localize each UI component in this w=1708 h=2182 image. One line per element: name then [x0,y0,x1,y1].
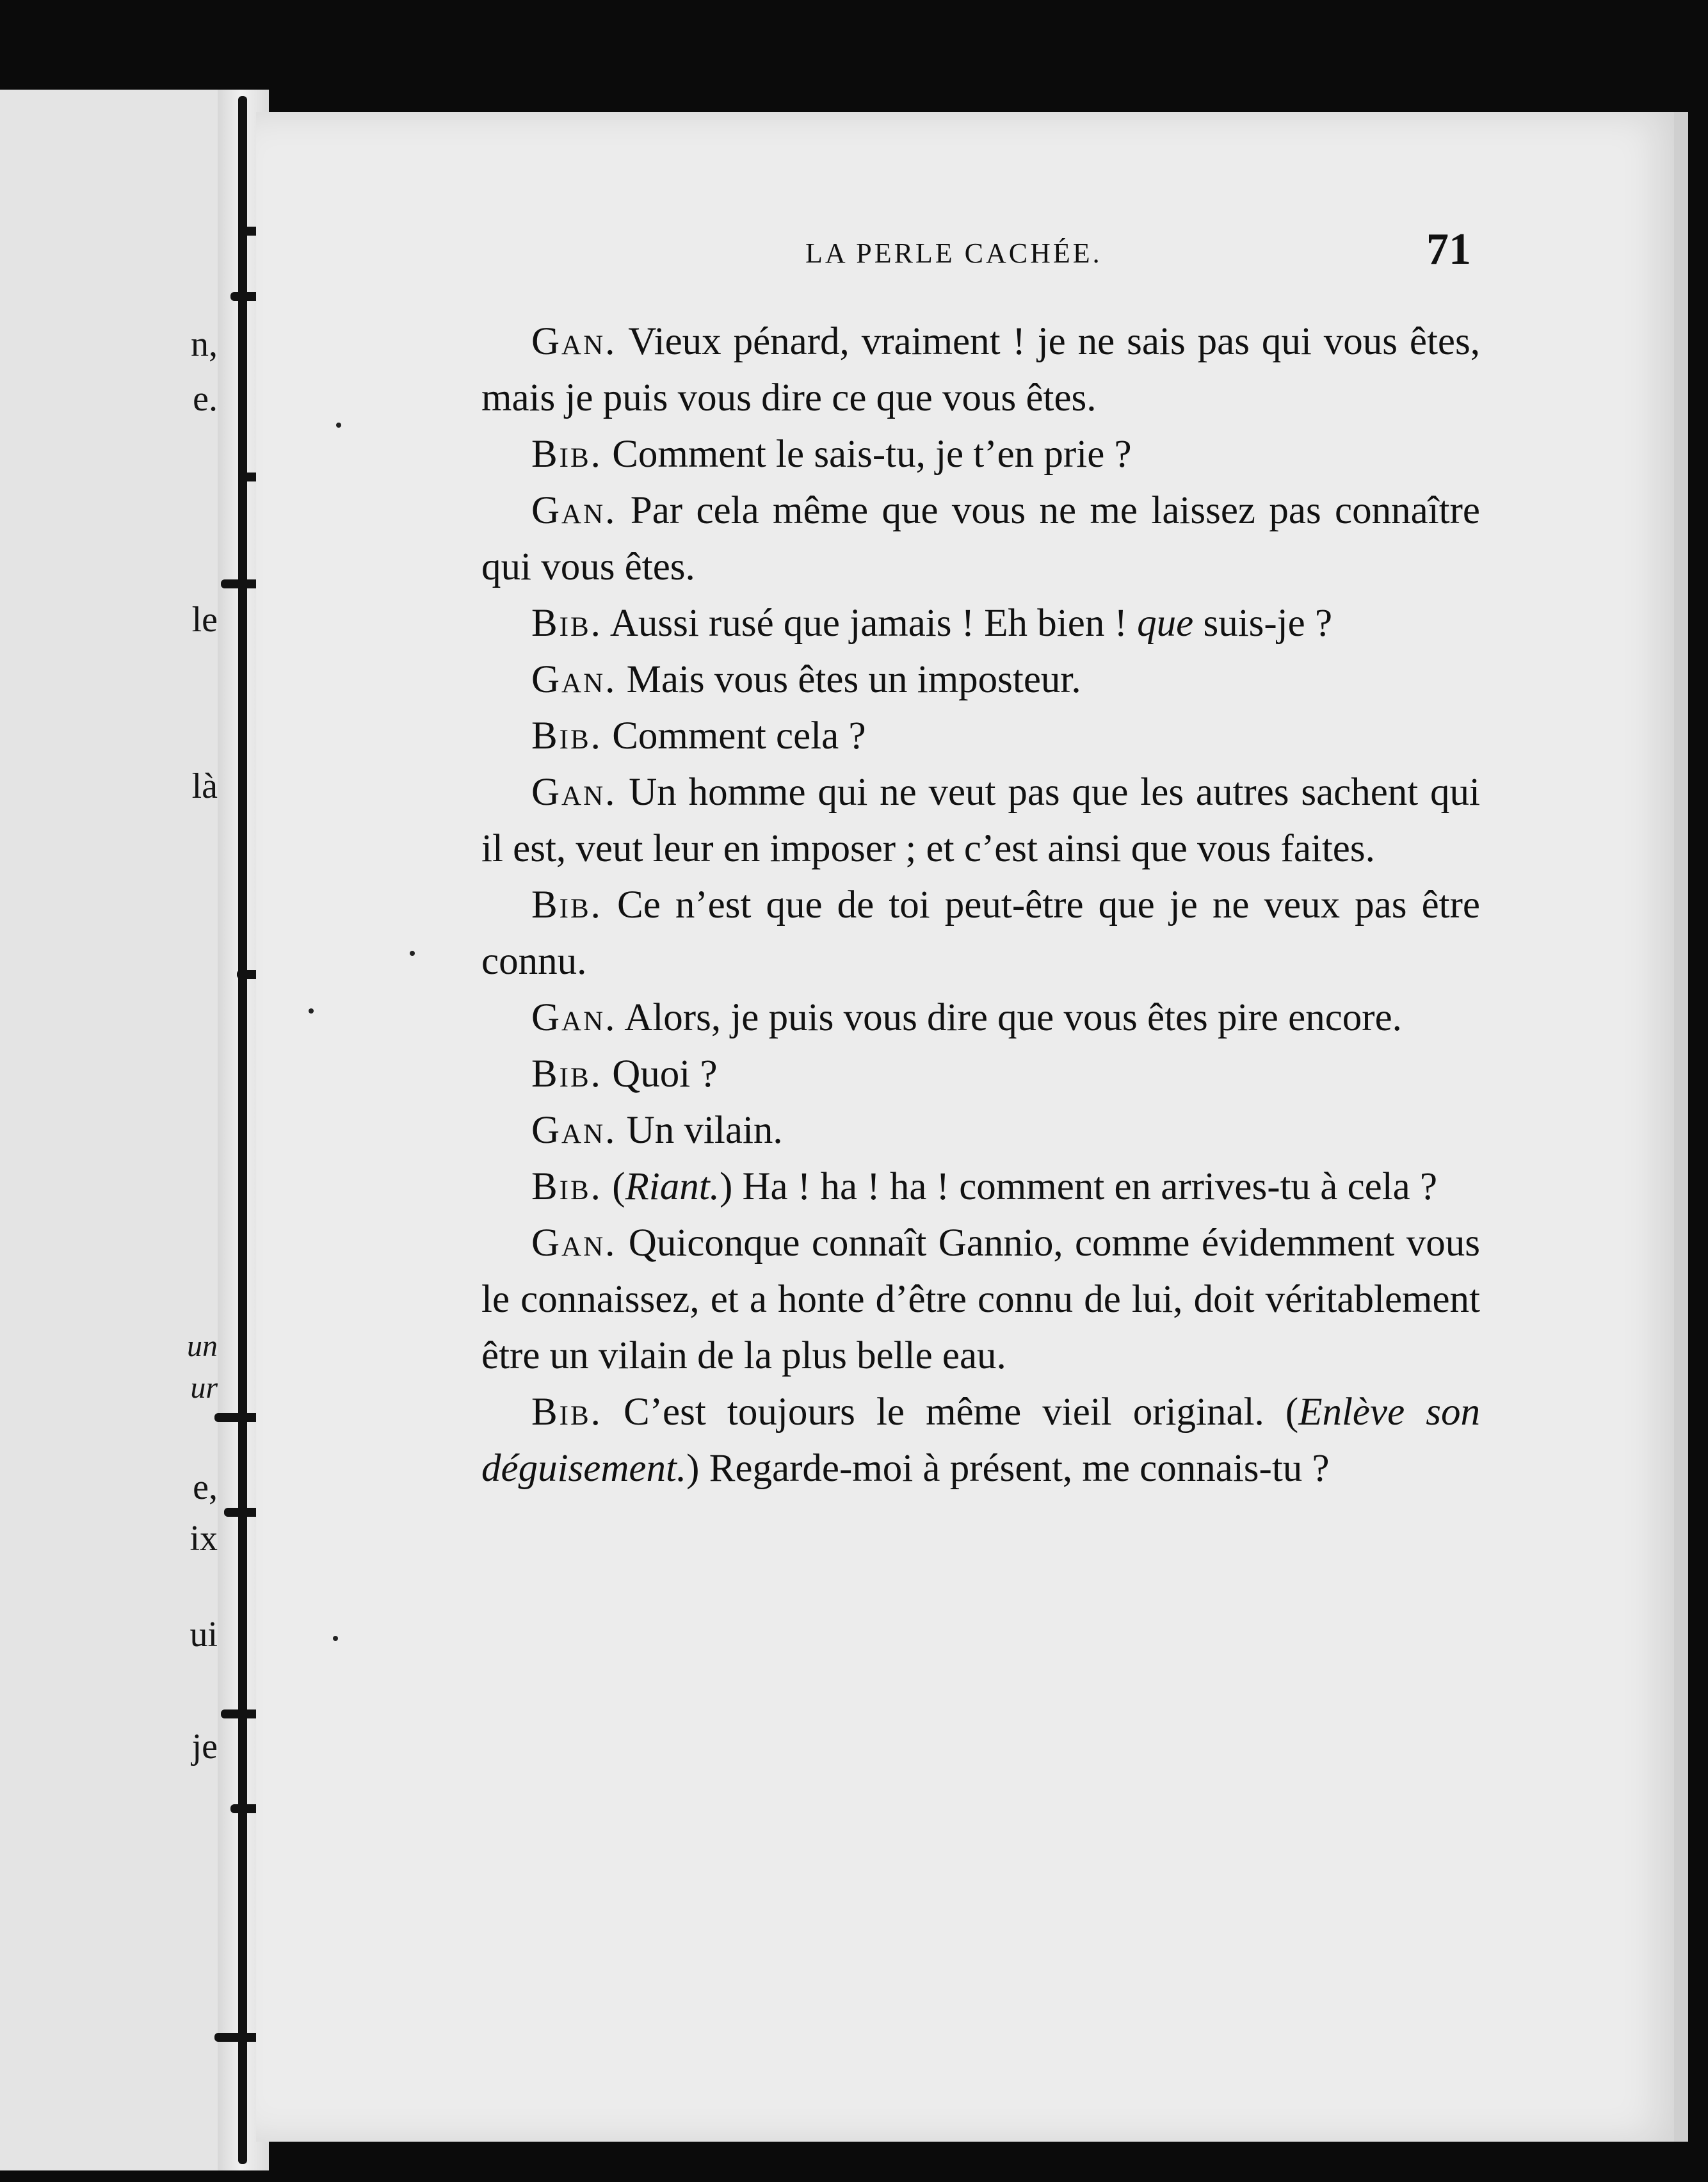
facing-page-fragment: ur [190,1371,218,1405]
facing-page-fragment: n, [191,325,218,364]
speck [309,1008,314,1014]
speaker-name: Gan. [531,771,617,814]
line-text-continued: suis-je ? [1193,602,1333,645]
line-text: Comment le sais-tu, je t’en prie ? [602,433,1132,476]
speck [333,1636,338,1641]
line-text: Ce n’est que de toi peut-être que je ne veux pas être connu. [481,884,1480,983]
line-text: Aussi rusé que jamais ! Eh bien ! [602,602,1138,645]
line-text: Un vilain. [616,1109,783,1152]
dialogue-line [481,314,1480,426]
speaker-name: Gan. [531,320,617,363]
line-text: Par cela même que vous ne me laissez pas connaître qui vous êtes. [481,489,1480,588]
dialogue-line [481,426,1480,483]
dialogue-text [481,314,1480,1497]
speaker-name: Bib. [531,1053,602,1095]
line-text: Alors, je puis vous dire que vous êtes pire encore. [616,996,1402,1039]
speaker-name: Gan. [531,658,617,701]
line-text-continued: ) Regarde-moi à présent, me connais-tu ? [686,1447,1330,1490]
dialogue-line [481,1103,1480,1159]
dialogue-line [481,595,1480,652]
speaker-name: Gan. [531,1109,617,1152]
dialogue-line [481,764,1480,877]
dialogue-line [481,1046,1480,1103]
stage-direction: Enlève son déguisement. [481,1391,1481,1490]
dialogue-line [481,483,1480,595]
facing-page-fragment: e, [193,1467,218,1507]
line-text: Un homme qui ne veut pas que les autres sachent qui il est, veut leur en imposer ; et c’est ainsi que vous faites. [481,771,1480,870]
speck [336,423,341,428]
running-head: LA PERLE CACHÉE. [805,238,1102,269]
dialogue-line [481,1215,1480,1384]
speaker-name: Gan. [531,1222,617,1265]
speaker-name: Gan. [531,489,617,532]
dialogue-line [481,708,1480,764]
dialogue-line [481,877,1480,990]
line-text: Comment cela ? [602,715,866,757]
line-text: ( [602,1165,625,1208]
facing-page-fragment: e. [193,379,218,419]
facing-page-fragment: ix [189,1519,218,1558]
facing-page-fragment: ui [189,1615,218,1654]
speaker-name: Bib. [531,884,602,926]
speaker-name: Bib. [531,433,602,476]
line-text: Quiconque connaît Gannio, comme évidemment vous le connaissez, et a honte d’être connu de lui, doit véritablement être un vilain de la plus belle eau. [481,1222,1480,1377]
line-text: Quoi ? [602,1053,718,1095]
stage-direction: Riant. [625,1165,720,1208]
dialogue-line [481,652,1480,708]
facing-page-fragment: là [191,766,218,806]
emphasis-text: que [1137,602,1194,645]
dialogue-line [481,1384,1480,1497]
dialogue-line [481,1159,1480,1215]
line-text: C’est toujours le même vieil original. ( [602,1391,1299,1434]
binding-thread [238,96,247,2164]
speaker-name: Bib. [531,1391,602,1434]
page-number: 71 [1426,225,1471,274]
page-edge-shadow [1674,112,1688,2142]
line-text: Vieux pénard, vraiment ! je ne sais pas qui vous êtes, mais je puis vous dire ce que vous êtes. [481,320,1480,419]
speaker-name: Bib. [531,715,602,757]
speaker-name: Gan. [531,996,617,1039]
speaker-name: Bib. [531,1165,602,1208]
line-text: Mais vous êtes un imposteur. [616,658,1081,701]
facing-page-edge [0,90,218,2170]
line-text-continued: ) Ha ! ha ! ha ! comment en arrives-tu à cela ? [719,1165,1438,1208]
speaker-name: Bib. [531,602,602,645]
dialogue-line [481,990,1480,1046]
facing-page-fragment: je [191,1727,218,1766]
facing-page-fragment: le [191,600,218,640]
speck [410,951,415,956]
facing-page-fragment: un [187,1329,218,1363]
